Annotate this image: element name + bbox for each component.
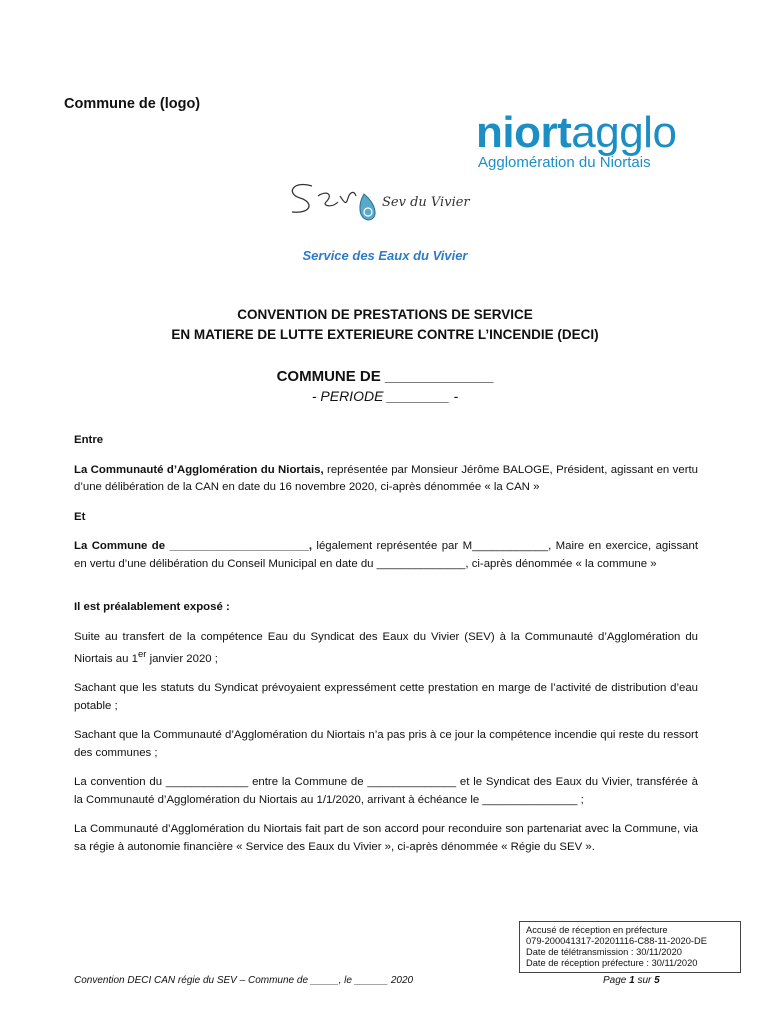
footer-caption: Convention DECI CAN régie du SEV – Commune de _____, le ______ 2020 <box>74 975 414 986</box>
expose-heading: Il est préalablement exposé : <box>74 601 230 613</box>
expose-paragraph-4: La convention du _____________ entre la Commune de ______________ et le Syndicat des Eaux du Vivier, transférée à la Communauté d’Agglomération du Niortais au 1/1/2020, arrivant à échéance le _______________ ; <box>74 776 698 806</box>
stamp-line-1: Accusé de réception en préfecture <box>526 925 668 935</box>
expose-paragraph-1: Suite au transfert de la compétence Eau du Syndicat des Eaux du Vivier (SEV) à la Communauté d’Agglomération du Niortais au 1er janvier 2020 ; <box>74 630 698 665</box>
document-body <box>74 432 698 868</box>
commune-text: légalement représentée par M____________, Maire en exercice, agissant en vertu d’une délibération du Conseil Municipal en date du ______________, ci-après dénommée « la commune » <box>74 540 699 570</box>
sev-logo <box>282 172 470 242</box>
party-can <box>74 462 698 497</box>
entre-label: Entre <box>74 434 104 446</box>
expose-paragraph-5: La Communauté d’Agglomération du Niortais fait part de son accord pour reconduire son partenariat avec la Commune, via sa régie à autonomie financière « Service des Eaux du Vivier », ci-après dénommée « Régie du SEV ». <box>74 823 698 853</box>
expose-paragraph-3: Sachant que la Communauté d’Agglomération du Niortais n’a pas pris à ce jour la compétence incendie qui reste du ressort des communes ; <box>74 729 698 759</box>
title-line-1: CONVENTION DE PRESTATIONS DE SERVICE <box>237 307 533 322</box>
page-number: Page 1 sur 5 <box>603 975 660 986</box>
periode: - PERIODE ________ - <box>311 388 459 404</box>
stamp-line-3: Date de télétransmission : 30/11/2020 <box>526 947 682 957</box>
commune-name: La Commune de ______________________, <box>74 540 313 552</box>
can-name: La Communauté d’Agglomération du Niortais, <box>74 463 324 476</box>
party-commune <box>74 538 698 573</box>
niort-logo-part1: niort <box>476 108 572 157</box>
prefecture-stamp <box>519 921 741 973</box>
commune-logo-placeholder: Commune de (logo) <box>64 96 201 112</box>
expose-paragraph-2: Sachant que les statuts du Syndicat prévoyaient expressément cette prestation en marge de l’activité de distribution d’eau potable ; <box>74 682 698 712</box>
niort-logo-subtitle: Agglomération du Niortais <box>478 154 651 171</box>
et-label: Et <box>74 510 86 523</box>
sev-logo-icon <box>282 172 470 242</box>
sev-service-name: Service des Eaux du Vivier <box>302 248 468 263</box>
document-title <box>0 305 770 345</box>
commune-title: COMMUNE DE _____________ <box>276 368 494 385</box>
niort-agglo-logo <box>476 108 706 171</box>
title-line-2: EN MATIERE DE LUTTE EXTERIEURE CONTRE L’INCENDIE (DECI) <box>171 327 599 342</box>
svg-text:Sev du Vivier: Sev du Vivier <box>382 195 470 210</box>
niort-logo-part2: agglo <box>571 108 677 157</box>
stamp-line-4: Date de réception préfecture : 30/11/2020 <box>526 958 698 968</box>
can-text: représentée par Monsieur Jérôme BALOGE, Président, agissant en vertu d’une délibération de la CAN en date du 16 novembre 2020, ci-après dénommée « la CAN » <box>74 463 698 493</box>
stamp-line-2: 079-200041317-20201116-C88-11-2020-DE <box>526 936 707 946</box>
